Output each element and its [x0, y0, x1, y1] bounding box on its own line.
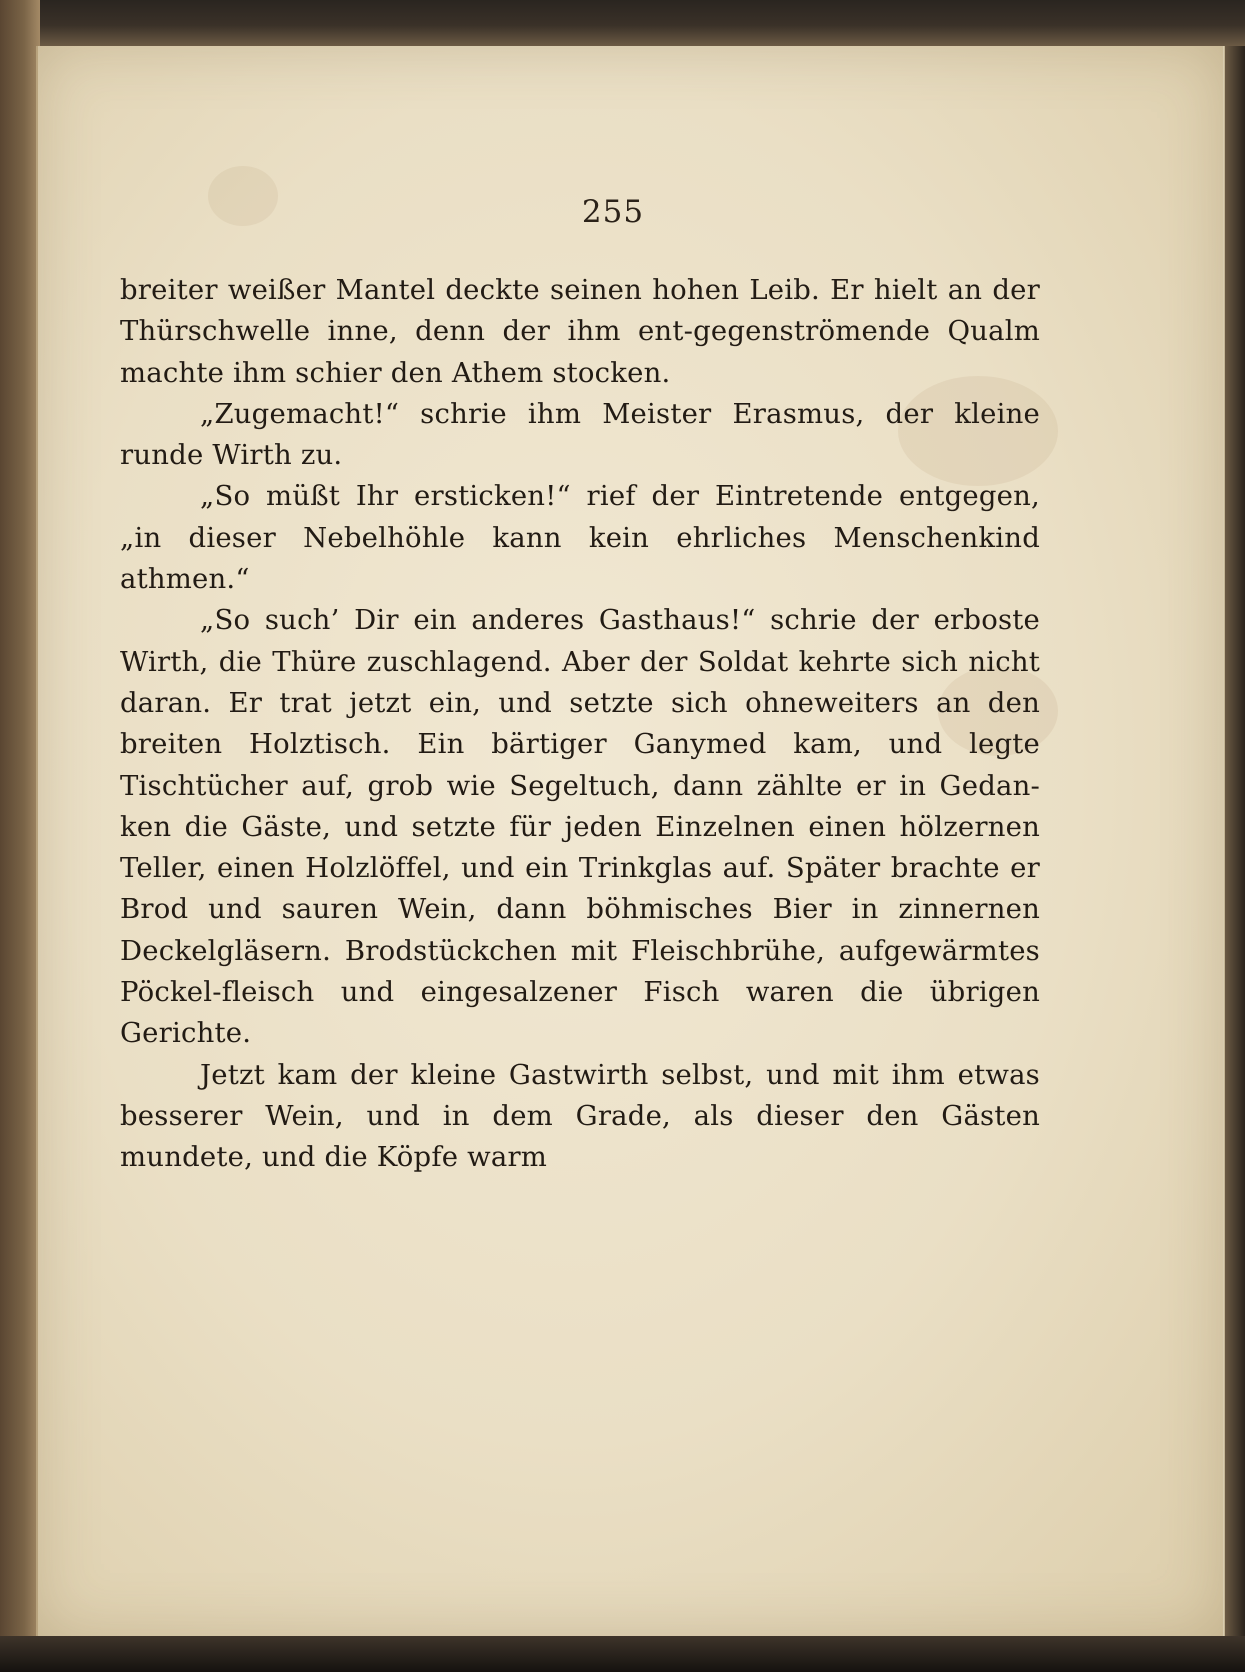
- page-body-text: [120, 270, 1040, 1179]
- paragraph: „So such’ Dir ein anderes Gasthaus!“ schrie der erboste Wirth, die Thüre zuschlagend. Aber der Soldat kehrte sich nicht daran. Er trat jetzt ein, und setzte sich ohneweiters an den breiten Holztisch. Ein bärtiger Ganymed kam, und legte Tischtücher auf, grob wie Segeltuch, dann zählte er in Gedan-ken die Gäste, und setzte für jeden Einzelnen einen hölzernen Teller, einen Holzlöffel, und ein Trinkglas auf. Später brachte er Brod und sauren Wein, dann böhmisches Bier in zinnernen Deckelgläsern. Brodstückchen mit Fleischbrühe, aufgewärmtes Pöckel-fleisch und eingesalzener Fisch waren die übrigen Gerichte.: [120, 604, 1040, 1050]
- book-top-edge: [0, 0, 1245, 46]
- page-number: 255: [581, 194, 645, 230]
- book-cover-left: [0, 0, 40, 1672]
- book-bottom-edge: [0, 1636, 1245, 1672]
- book-page: [36, 46, 1223, 1638]
- paragraph: breiter weißer Mantel deckte seinen hohen Leib. Er hielt an der Thürschwelle inne, denn der ihm ent-gegenströmende Qualm machte ihm schier den Athem stocken.: [120, 274, 1040, 389]
- paragraph: „Zugemacht!“ schrie ihm Meister Erasmus, der kleine runde Wirth zu.: [120, 397, 1040, 472]
- paragraph: Jetzt kam der kleine Gastwirth selbst, und mit ihm etwas besserer Wein, und in dem Grade, als dieser den Gästen mundete, und die Köpfe warm: [120, 1058, 1040, 1174]
- paragraph: „So müßt Ihr ersticken!“ rief der Eintretende entgegen, „in dieser Nebelhöhle kann kein ehrliches Menschenkind athmen.“: [120, 480, 1040, 596]
